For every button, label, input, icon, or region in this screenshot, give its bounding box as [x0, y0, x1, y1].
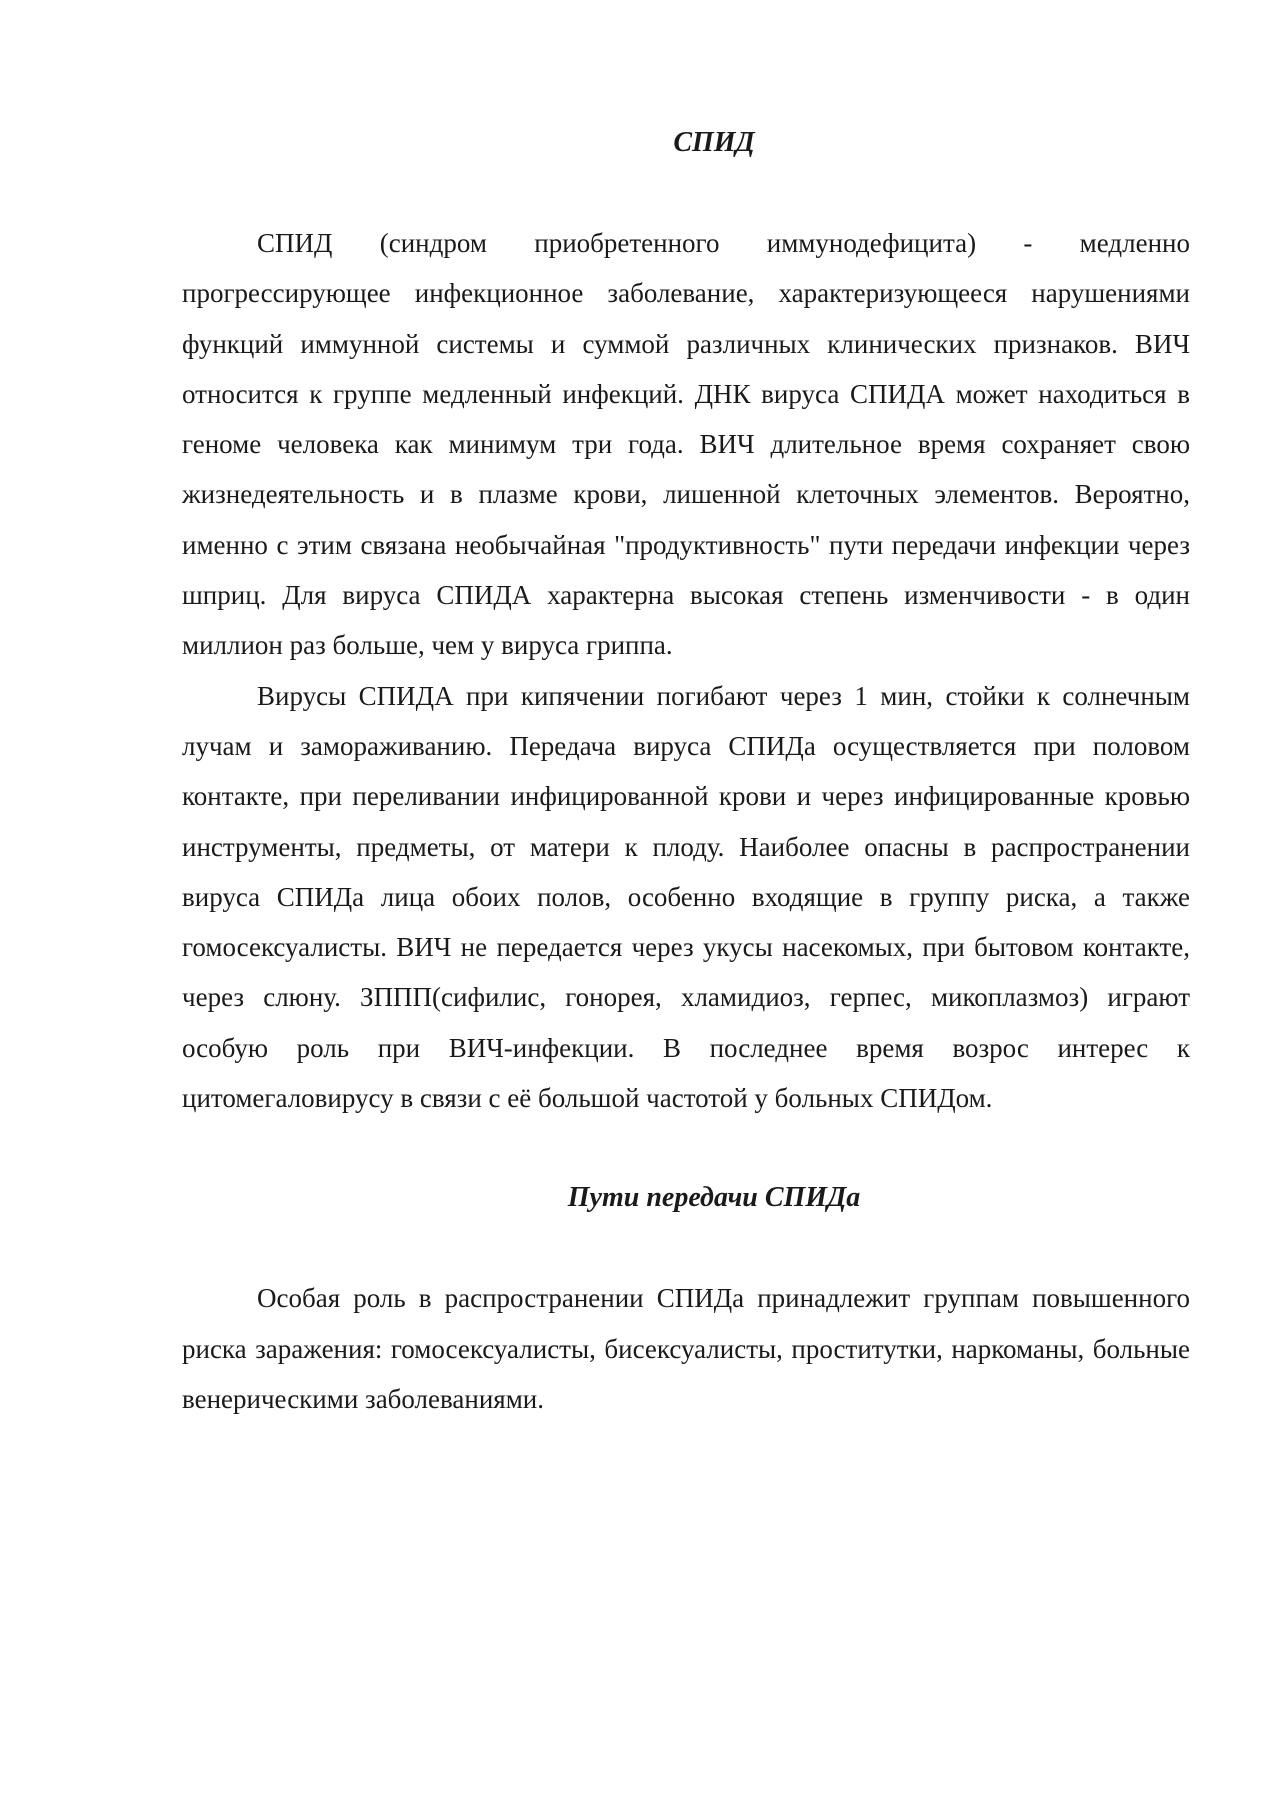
document-title: СПИД — [673, 127, 755, 158]
paragraph-risk-groups: Особая роль в распространении СПИДа принадлежит группам повышенного риска заражения: гомосексуалисты, бисексуалисты, проститутки, наркоманы, больные венерическими заболеваниями. — [182, 1283, 1190, 1414]
section-title: Пути передачи СПИДа — [567, 1182, 861, 1214]
paragraph-definition: СПИД (синдром приобретенного иммунодефицита) - медленно прогрессирующее инфекционное заболевание, характеризующееся нарушениями функций иммунной системы и суммой различных клинических признаков. ВИЧ относится к группе медленный инфекций. ДНК вируса СПИДА может находиться в геноме человека как минимум три года. ВИЧ длительное время сохраняет свою жизнедеятельность и в плазме крови, лишенной клеточных элементов. Вероятно, именно с этим связана необычайная "продуктивность" пути передачи инфекции через шприц. Для вируса СПИДА характерна высокая степень изменчивости - в один миллион раз больше, чем у вируса гриппа. — [182, 228, 1190, 661]
document-content — [182, 118, 1190, 1424]
section-spacer-bottom — [182, 1223, 1190, 1273]
section-spacer-top — [182, 1123, 1190, 1173]
paragraph-transmission: Вирусы СПИДА при кипячении погибают через 1 мин, стойки к солнечным лучам и замораживанию. Передача вируса СПИДа осуществляется при половом контакте, при переливании инфицированной крови и через инфицированные кровью инструменты, предметы, от матери к плоду. Наиболее опасны в распространении вируса СПИДа лица обоих полов, особенно входящие в группу риска, а также гомосексуалисты. ВИЧ не передается через укусы насекомых, при бытовом контакте, через слюну. ЗППП(сифилис, гонорея, хламидиоз, герпес, микоплазмоз) играют особую роль при ВИЧ-инфекции. В последнее время возрос интерес к цитомегаловирусу в связи с её большой частотой у больных СПИДом. — [182, 680, 1190, 1114]
title-spacer — [182, 168, 1190, 218]
